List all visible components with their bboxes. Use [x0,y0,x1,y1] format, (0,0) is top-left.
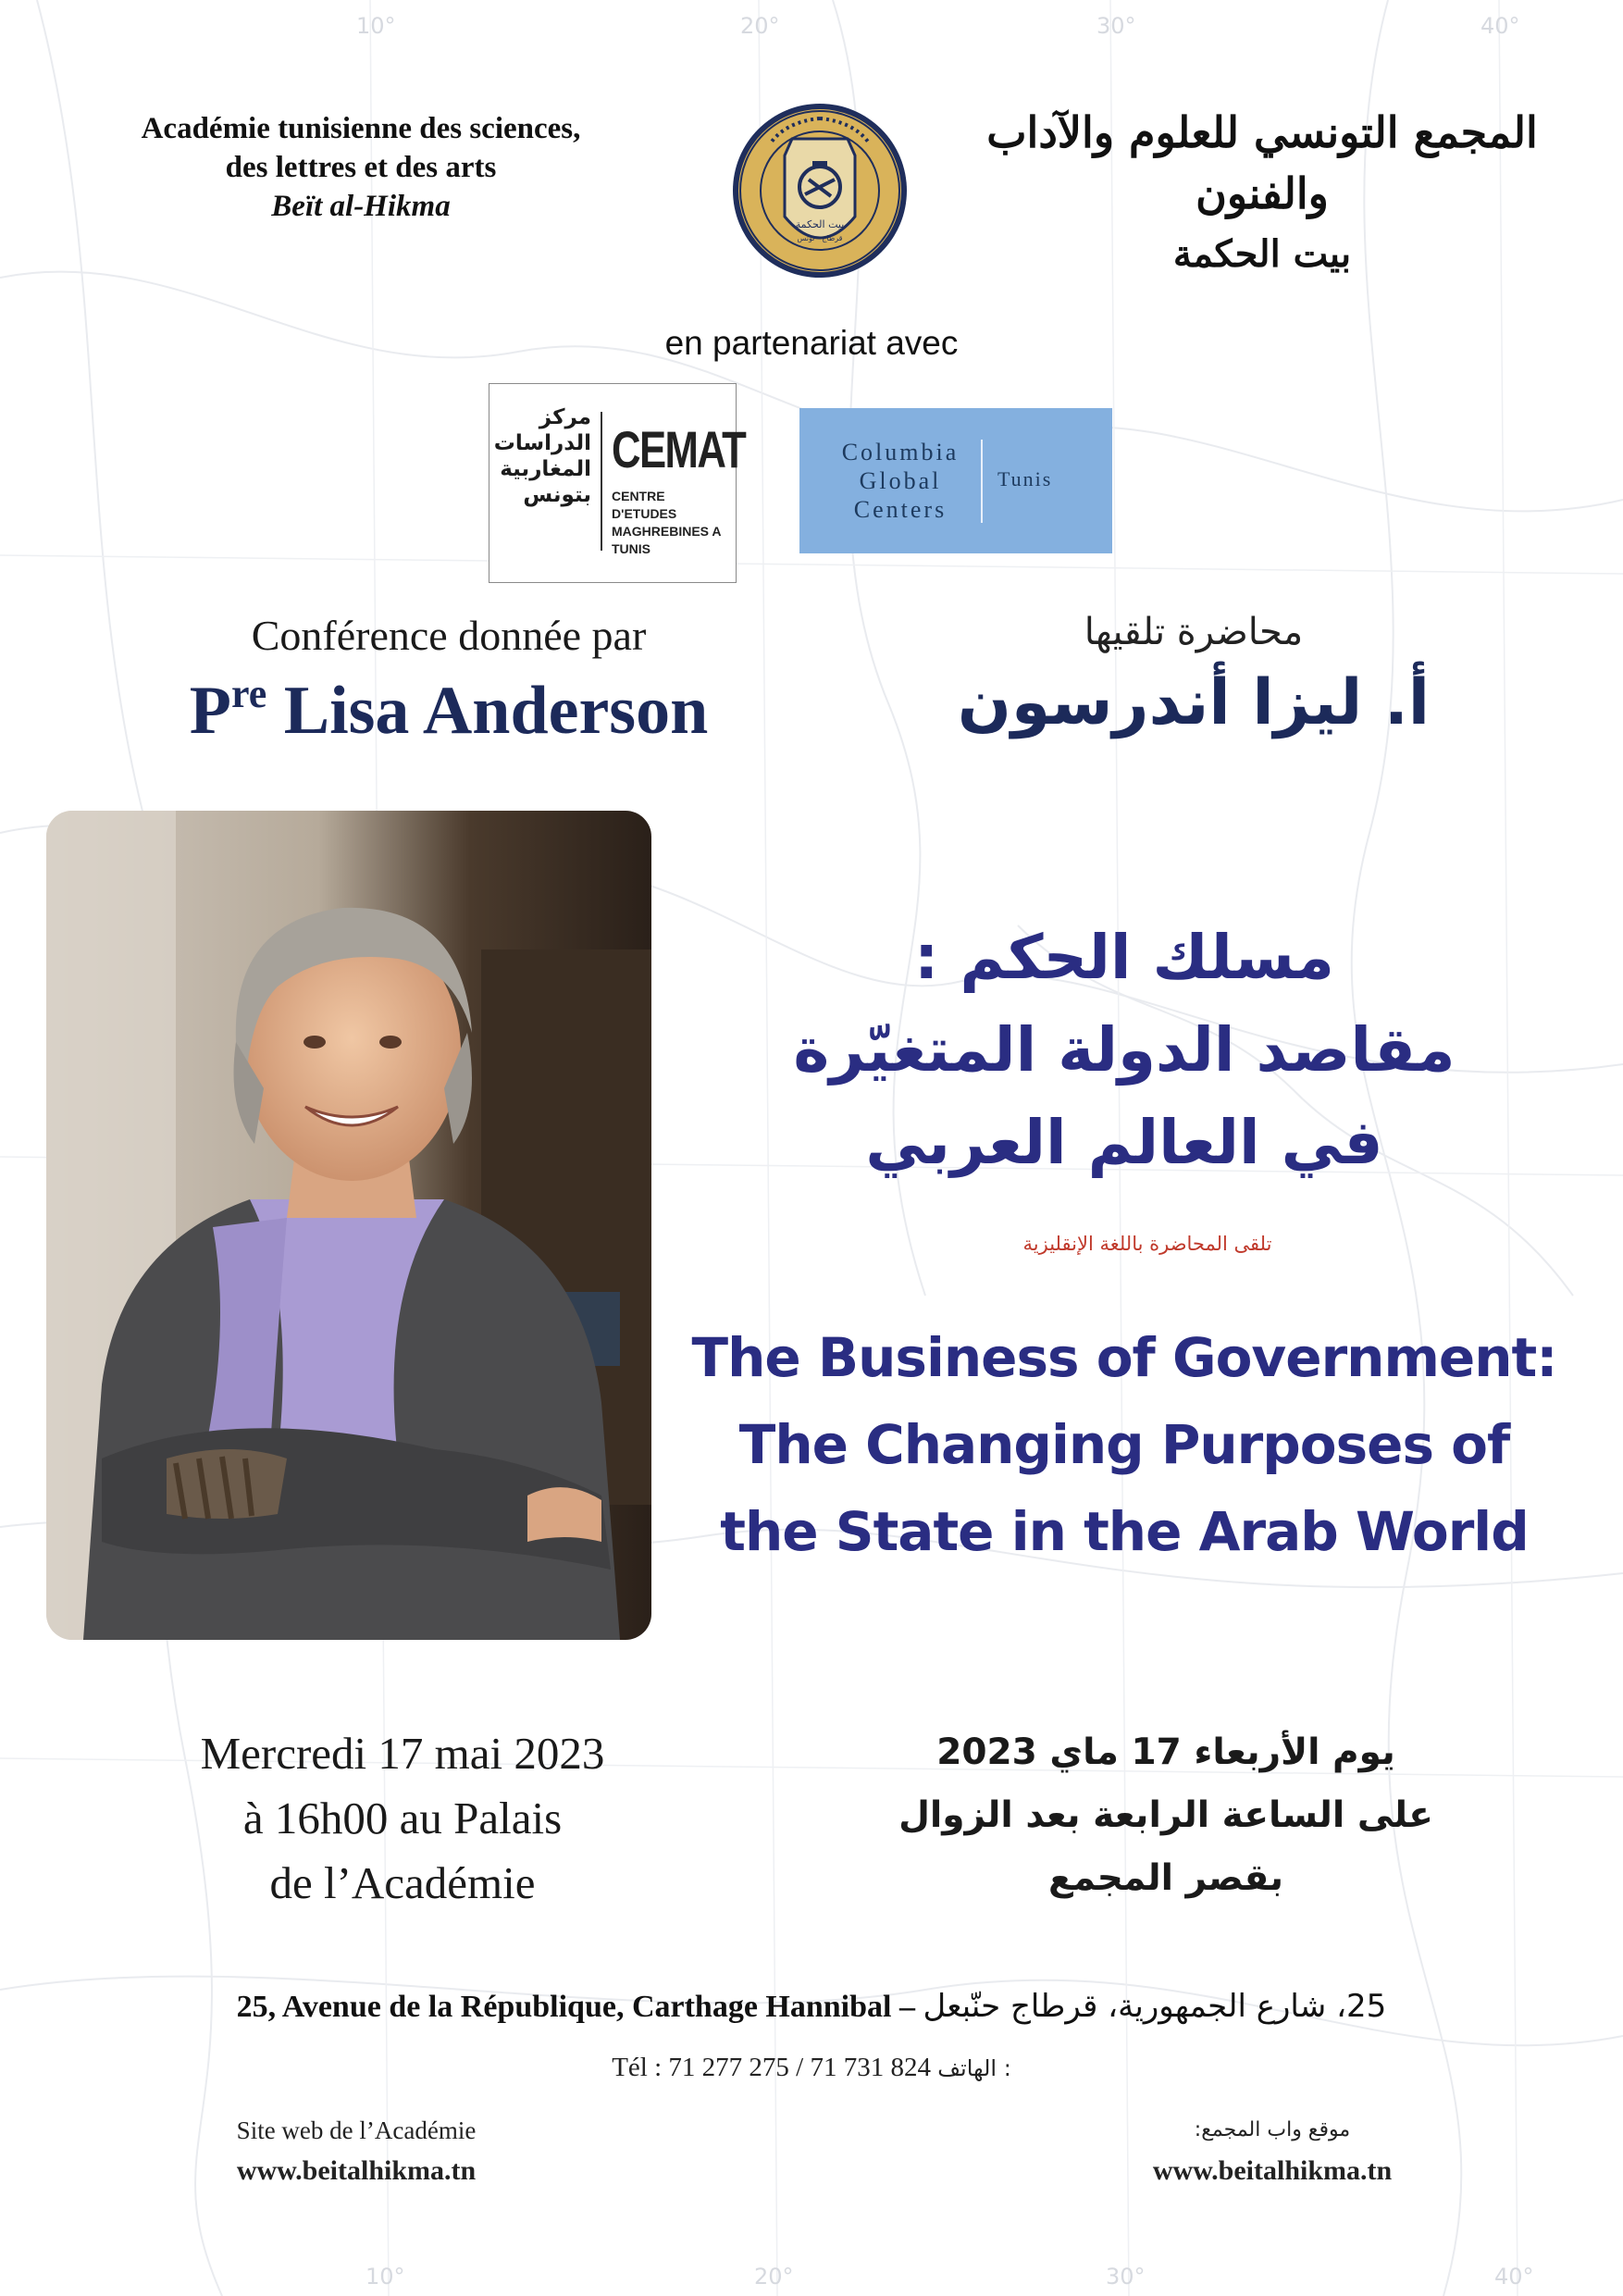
cemat-subtitle [612,488,730,558]
address-ar: 25، شارع الجمهورية، قرطاج حنّبعل [923,1988,1387,2025]
website-ar-label: موقع واب المجمع: [1194,2118,1351,2141]
website-ar-link[interactable]: www.beitalhikma.tn [1152,2155,1393,2186]
phone-label-ar: : الهاتف [937,2055,1011,2081]
academy-name-fr-line3: Beït al-Hikma [271,190,451,223]
academy-seal-logo [731,102,909,279]
cemat-subtitle-line2: MAGHREBINES A TUNIS [612,524,721,556]
lecture-title-en-line3: the State in the Arab World [720,1500,1529,1563]
event-date-fr-line3: de l’Académie [269,1857,536,1908]
map-label: 30° [1106,2264,1146,2290]
map-label: 10° [356,13,396,39]
columbia-line3: Centers [853,496,948,523]
columbia-name [831,438,970,524]
cemat-divider [601,412,602,551]
address [0,1988,1623,2025]
conference-label-fr: Conférence donnée par [251,612,647,659]
seal-sub-text: قرطاج - تونس [797,234,843,242]
columbia-line2: Global [859,467,942,494]
map-label: 20° [740,13,780,39]
website-fr [139,2110,574,2191]
columbia-line1: Columbia [841,439,960,465]
language-note-ar: تلقى المحاضرة باللغة الإنقليزية [1022,1233,1272,1255]
speaker-name-ar: أ. ليزا أندرسون [957,666,1431,739]
cemat-logo [489,383,746,583]
academy-name-fr-line2: des lettres et des arts [225,151,497,184]
lecture-title-ar [703,912,1545,1189]
lecture-title-en [657,1314,1592,1575]
speaker-name-fr-text: Lisa Anderson [283,673,709,749]
map-label: 10° [365,2264,405,2290]
lecture-title-en-line1: The Business of Government: [691,1326,1557,1389]
phone [0,2053,1623,2083]
lecture-title-en-line2: The Changing Purposes of [738,1413,1510,1476]
event-date-fr [139,1721,666,1916]
cemat-subtitle-line1: CENTRE D'ETUDES [612,489,677,521]
academy-name-fr [83,109,638,226]
partnership-label: en partenariat avec [664,324,959,362]
columbia-global-centers-logo [799,408,1112,553]
lecture-title-ar-line1: مسلك الحكم : [914,922,1334,993]
lecture-title-ar-line2: مقاصد الدولة المتغيّرة [793,1014,1456,1086]
academy-name-ar [985,102,1540,285]
phone-numbers: 71 277 275 / 71 731 824 [668,2053,931,2082]
conference-label-ar: محاضرة تلقيها [1084,611,1304,653]
columbia-city: Tunis [997,467,1053,490]
event-date-ar-line2: على الساعة الرابعة بعد الزوال [898,1794,1433,1836]
speaker-name-fr: $P^{re}$ Lisa Anderson [189,671,709,749]
cemat-name: CEMAT [612,420,746,478]
map-label: 40° [1494,2264,1534,2290]
website-fr-link[interactable]: www.beitalhikma.tn [236,2155,477,2186]
seal-center-text: بيت الحكمة [795,218,845,230]
map-label: 40° [1481,13,1520,39]
speaker-portrait-photo [46,811,651,1640]
event-date-fr-line2: à 16h00 au Palais [242,1793,563,1843]
lecture-title-ar-line3: في العالم العربي [865,1107,1383,1178]
academy-name-ar-line2: بيت الحكمة [1172,232,1352,276]
academy-name-fr-line1: Académie tunisienne des sciences, [141,112,581,145]
event-date-ar-line1: يوم الأربعاء 17 ماي 2023 [936,1731,1395,1773]
event-date-fr-line1: Mercredi 17 mai 2023 [200,1728,605,1779]
website-ar [1046,2110,1499,2191]
speaker-title-sup: re [230,671,267,716]
website-fr-label: Site web de l’Académie [236,2116,477,2144]
columbia-divider [981,440,983,523]
cemat-arabic-name: مركز الدراسات المغاربية بتونس [493,405,591,507]
event-date-ar-line3: بقصر المجمع [1047,1857,1284,1899]
academy-name-ar-line1: المجمع التونسي للعلوم والآداب والفنون [986,107,1538,218]
map-label: 30° [1096,13,1136,39]
event-date-ar [833,1721,1499,1910]
address-fr: 25, Avenue de la République, Carthage Hannibal – [236,1990,915,2024]
phone-label-fr: Tél : [612,2053,663,2082]
map-label: 20° [754,2264,794,2290]
